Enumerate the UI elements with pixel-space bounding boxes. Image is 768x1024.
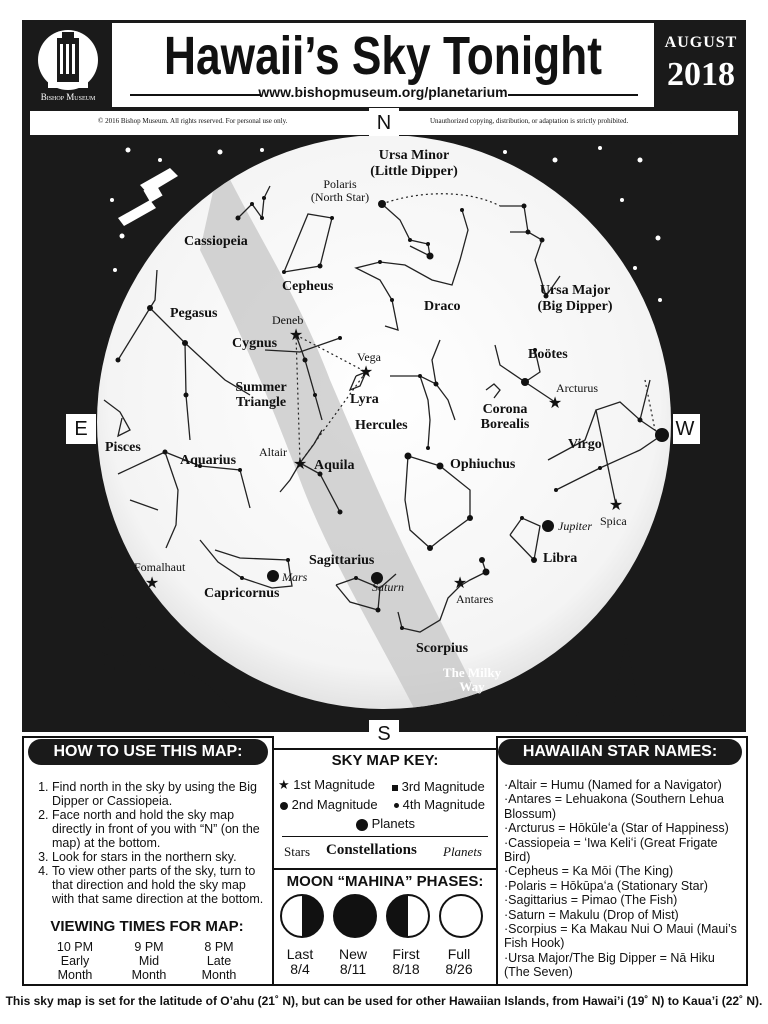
summer-triangle-label: Summer Triangle (235, 380, 287, 410)
cepheus-label: Cepheus (282, 279, 334, 294)
hawaiian-name-scorpius: ·Scorpius = Ka Makau Nui O Maui (Maui’s Fish Hook) (504, 922, 737, 951)
planet-near-virgo (655, 428, 669, 442)
altair-star-icon: ★ (292, 456, 308, 473)
west-marker: W (670, 414, 700, 444)
cygnus-label: Cygnus (232, 336, 278, 351)
pegasus-label: Pegasus (170, 306, 218, 321)
spica-label: Spica (600, 514, 627, 528)
viewing-time-mid: 9 PM Mid Month (131, 940, 167, 982)
sky-map-key-title: SKY MAP KEY: (331, 752, 439, 769)
step-4: 4. To view other parts of the sky, turn to that direction and hold the sky map with that same direction at the bottom. (52, 864, 266, 906)
antares-label: Antares (456, 592, 494, 606)
hawaiian-name-cepheus: ·Cepheus = Ka Mōi (The King) (504, 864, 674, 879)
lyra-label: Lyra (350, 392, 379, 407)
hawaiian-name-saturn: ·Saturn = Makulu (Drop of Mist) (504, 907, 679, 922)
step-1: 1. Find north in the sky by using the Big Dipper or Cassiopeia. (52, 780, 266, 808)
altair-label: Altair (259, 445, 287, 459)
logo-text: Bishop Museum (40, 92, 96, 102)
full-moon-icon (439, 894, 483, 938)
second-magnitude-dot-icon (280, 802, 288, 810)
last-quarter-moon-icon (280, 894, 324, 938)
planetarium-url[interactable]: www.bishopmuseum.org/planetarium (258, 84, 508, 100)
jupiter-label: Jupiter (558, 519, 592, 533)
north-marker: N (369, 108, 399, 138)
corona-borealis-label: Corona Borealis (480, 402, 530, 432)
hawaiian-name-sagittarius: ·Sagittarius = Pimao (The Fish) (504, 893, 678, 908)
east-marker: E (66, 414, 96, 444)
deneb-label: Deneb (272, 313, 304, 327)
key-mag4: 4th Magnitude (394, 797, 485, 812)
capricornus-label: Capricornus (204, 586, 280, 601)
hawaiian-name-antares: ·Antares = Lehuakona (Southern Lehua Blossum) (504, 792, 724, 821)
jupiter-planet (542, 520, 554, 532)
prohibited-notice: Unauthorized copying, distribution, or adaptation is strictly prohibited. (430, 117, 629, 125)
step-3: 3. Look for stars in the northern sky. (52, 850, 266, 864)
key-mag3: 3rd Magnitude (392, 779, 485, 794)
pisces-label: Pisces (105, 440, 141, 455)
arcturus-star-icon: ★ (547, 395, 563, 412)
how-to-title: HOW TO USE THIS MAP: (28, 739, 268, 765)
moon-full-label: Full 8/26 (445, 946, 473, 977)
libra-label: Libra (543, 551, 578, 566)
hawaiian-name-arcturus: ·Arcturus = Hōkūleʻa (Star of Happiness) (504, 821, 729, 836)
viewing-times-title: VIEWING TIMES FOR MAP: (50, 918, 244, 935)
fomalhaut-star-icon: ★ (144, 575, 160, 592)
new-moon-icon (333, 894, 377, 938)
ursa-major-label: Ursa Major (Big Dipper) (537, 283, 613, 314)
hawaiian-name-ursa-major: ·Ursa Major/The Big Dipper = Nā Hiku (The Seven) (504, 950, 715, 980)
sagittarius-label: Sagittarius (309, 553, 375, 568)
ophiuchus-label: Ophiuchus (450, 457, 516, 472)
arcturus-label: Arcturus (556, 381, 598, 395)
milky-way-label: The Milky Way (442, 665, 502, 694)
deneb-star-icon: ★ (288, 327, 304, 344)
key-divider (282, 836, 488, 837)
year-label: 2018 (667, 56, 735, 93)
hawaiian-name-altair: ·Altair = Humu (Named for a Navigator) (504, 778, 722, 792)
vega-label: Vega (357, 350, 381, 364)
mars-planet (267, 570, 279, 582)
moon-last-label: Last 8/4 (286, 946, 314, 977)
hawaiian-names-list (504, 778, 740, 980)
viewing-time-early: 10 PM Early Month (56, 940, 94, 982)
draco-label: Draco (424, 299, 461, 314)
how-to-steps (34, 780, 266, 906)
key-planets-text: Planets (443, 844, 482, 859)
moon-first-label: First 8/18 (392, 946, 420, 977)
ursa-minor-label: Ursa Minor (Little Dipper) (370, 148, 458, 179)
first-magnitude-star-icon: ★ (278, 777, 290, 792)
key-mag1: ★ 1st Magnitude (278, 777, 375, 792)
antares-star-icon: ★ (452, 575, 468, 592)
hawaiian-name-cassiopeia: ·Cassiopeia = ʻIwa Keliʻi (Great Frigate Bird) (504, 835, 718, 865)
page-title: Hawaii’s Sky Tonight (164, 26, 602, 86)
polaris-label: Polaris (North Star) (310, 177, 370, 204)
key-planets: Planets (356, 816, 415, 831)
south-marker: S (369, 719, 399, 749)
viewing-time-late: 8 PM Late Month (201, 940, 237, 982)
cassiopeia-label: Cassiopeia (184, 234, 248, 249)
fourth-magnitude-dot-icon (394, 803, 399, 808)
spica-star-icon: ★ (608, 497, 624, 514)
bootes-label: Boötes (528, 347, 568, 362)
step-2: 2. Face north and hold the sky map directly in front of you with “N” (on the map) at the bottom. (52, 808, 266, 850)
moon-phases-title: MOON “MAHINA” PHASES: (286, 873, 484, 890)
moon-new-label: New 8/11 (338, 946, 367, 977)
aquila-label: Aquila (314, 458, 355, 473)
hercules-label: Hercules (355, 418, 408, 433)
month-label: AUGUST (664, 34, 738, 51)
key-mag2: 2nd Magnitude (280, 797, 378, 812)
mars-label: Mars (282, 570, 308, 584)
fomalhaut-label: Fomalhaut (134, 560, 186, 574)
saturn-label: Saturn (372, 580, 405, 594)
key-stars-text: Stars (284, 844, 310, 859)
aquarius-label: Aquarius (180, 453, 237, 468)
hawaiian-names-title: HAWAIIAN STAR NAMES: (498, 739, 742, 765)
key-constellations-text: Constellations (326, 842, 417, 858)
latitude-footer: This sky map is set for the latitude of O’ahu (21˚ N), but can be used for other Hawaiian Islands, from Hawai’i (19˚ N) to Kaua’i (22˚ N). (5, 994, 763, 1008)
hawaiian-name-polaris: ·Polaris = Hōkūpaʻa (Stationary Star) (504, 878, 708, 893)
vega-star-icon: ★ (358, 364, 374, 381)
first-quarter-moon-icon (386, 894, 430, 938)
planet-dot-icon (356, 819, 368, 831)
third-magnitude-dot-icon (392, 785, 398, 791)
scorpius-label: Scorpius (416, 641, 469, 656)
virgo-label: Virgo (568, 437, 602, 452)
copyright-text: © 2016 Bishop Museum. All rights reserved. For personal use only. (98, 117, 288, 125)
